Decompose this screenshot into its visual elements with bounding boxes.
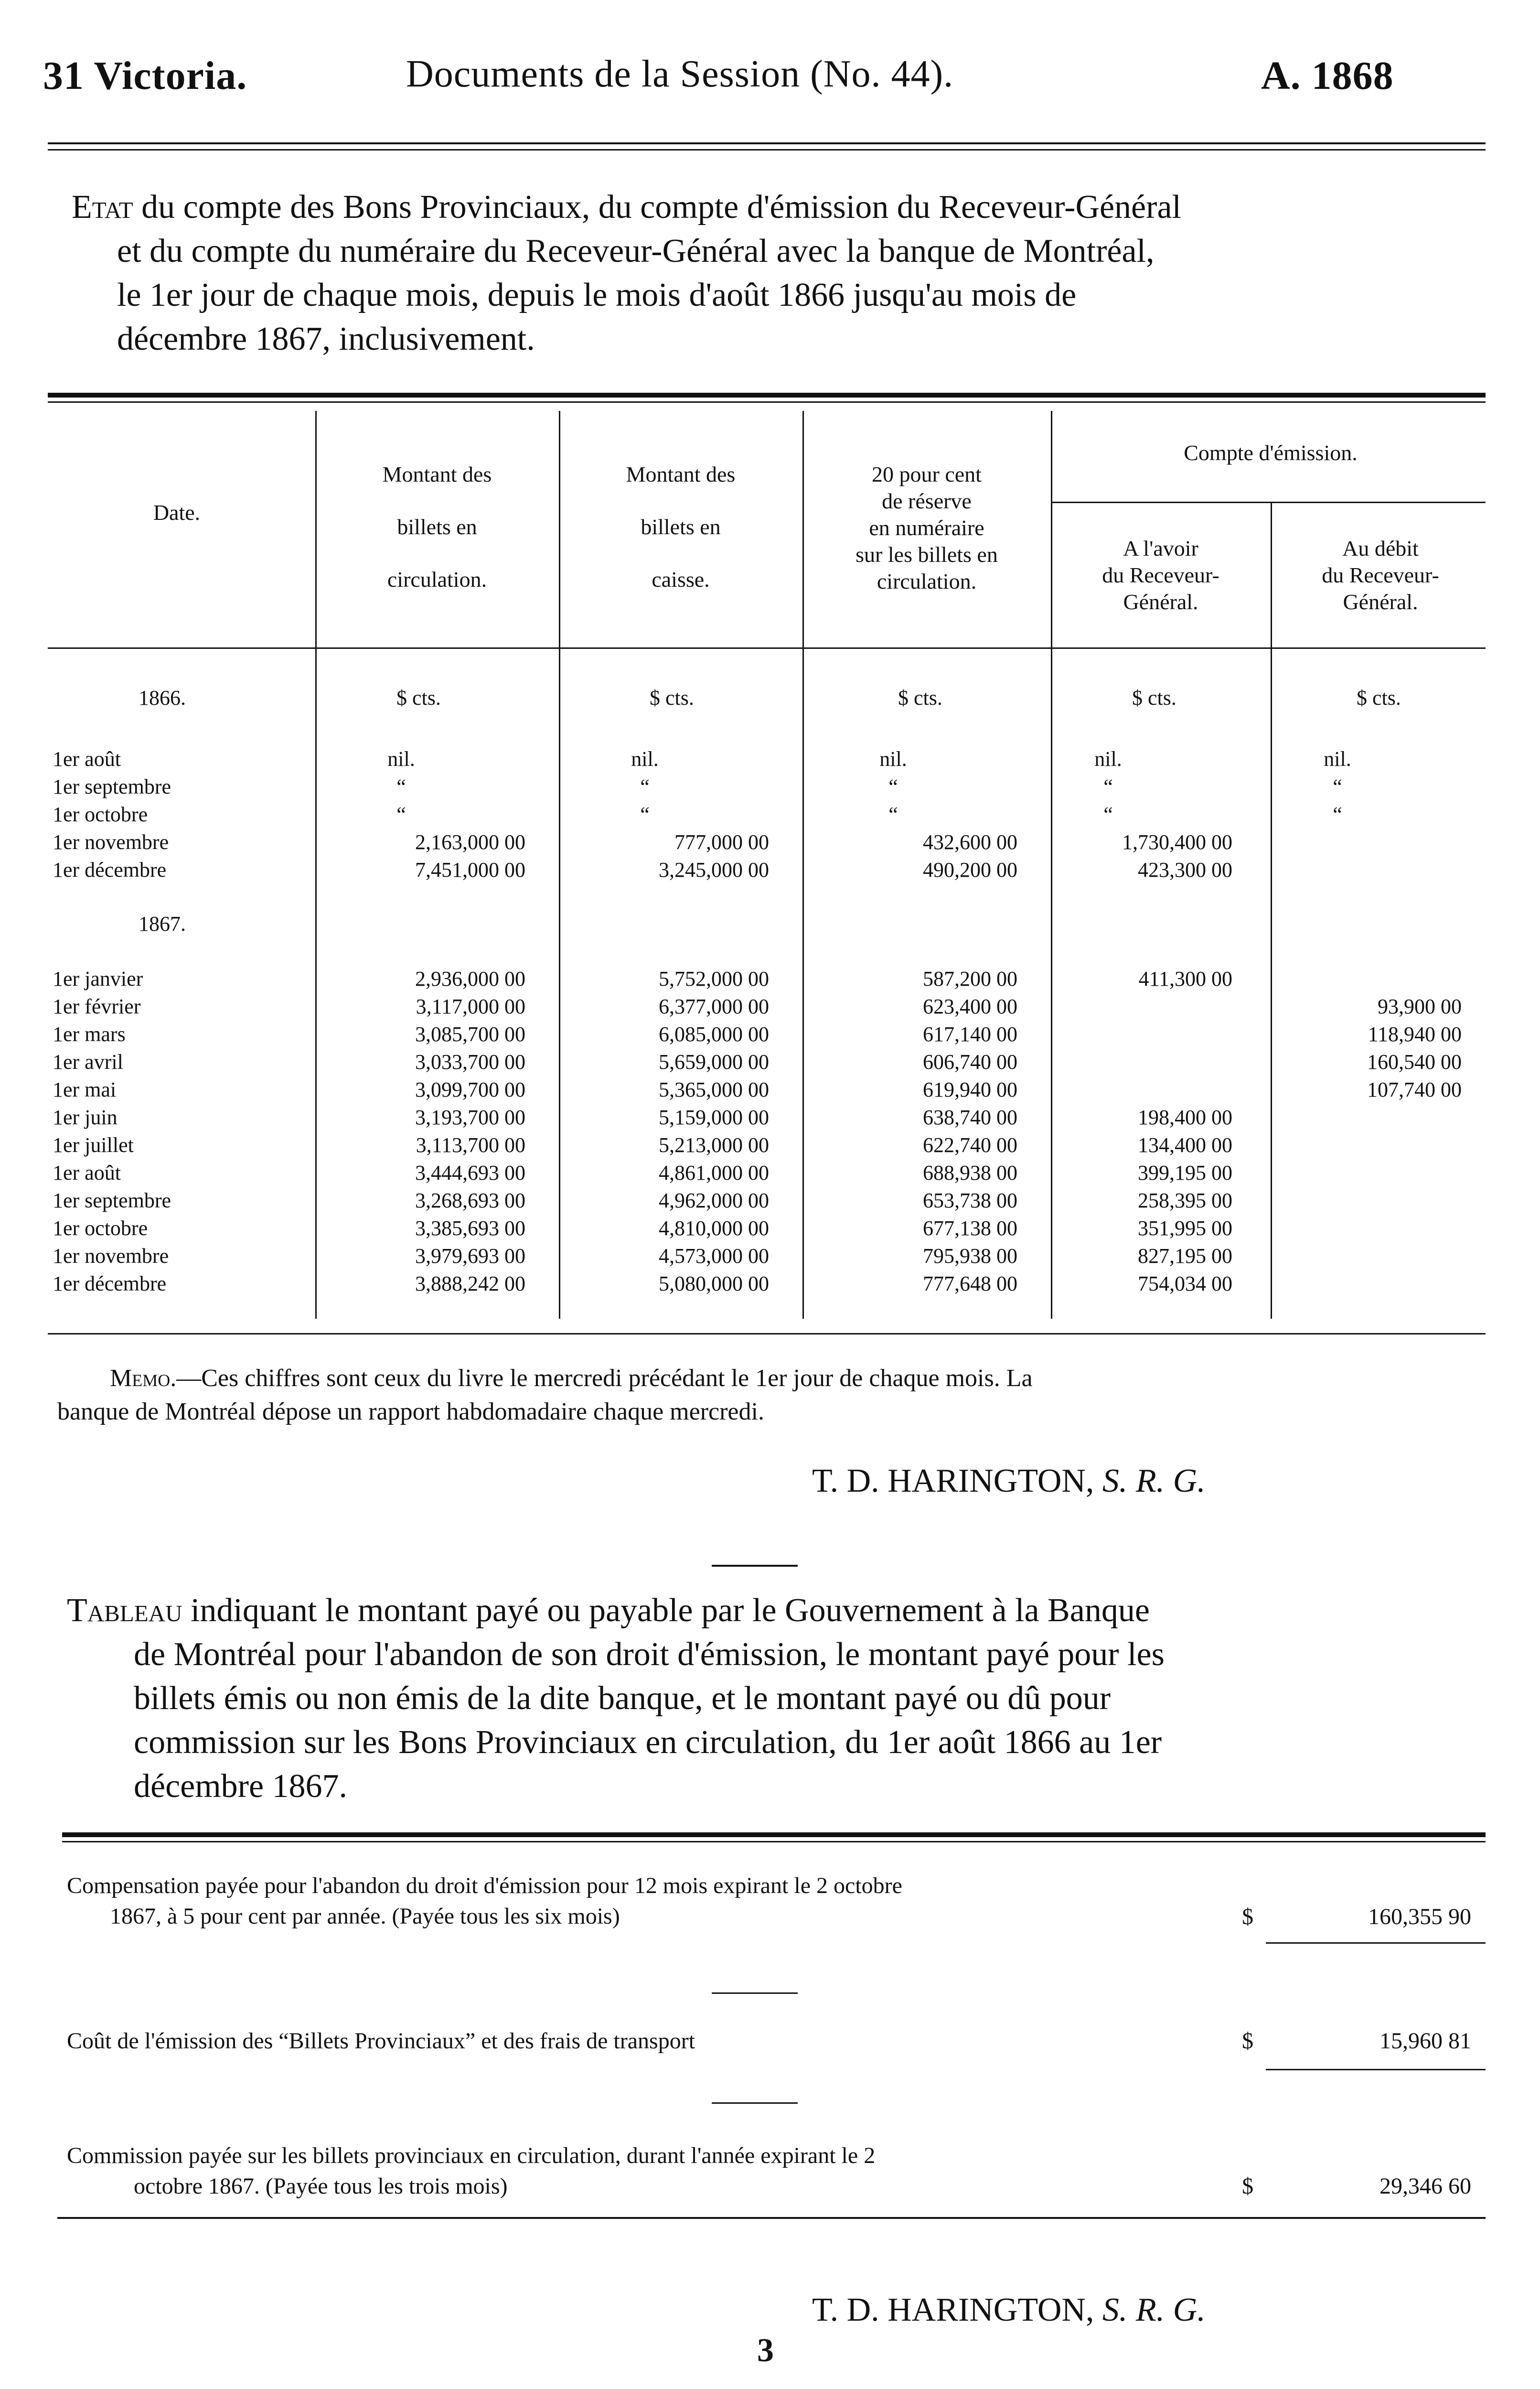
col-divider-2 [559,411,560,1319]
row-cell-c2: 777,000 00 [674,830,769,854]
memo-lead: Memo. [110,1365,177,1392]
table-bottom-rule [48,1333,1486,1334]
row-cell-c2: 4,573,000 00 [659,1244,769,1268]
section2-line-5: décembre 1867. [134,1768,348,1805]
row-date: 1er novembre [53,830,169,854]
signature-2-title: S. R. G. [1102,2292,1206,2328]
row-cell-c3: 606,740 00 [923,1050,1017,1074]
row-cell-c5: “ [1333,803,1342,826]
row-cell-c4: 1,730,400 00 [1122,830,1232,854]
row-cell-c2: 3,245,000 00 [659,858,769,882]
row-date: 1er janvier [53,967,143,990]
unit-col4: $ cts. [1132,686,1176,710]
section2-line-4: commission sur les Bons Provinciaux en circulation, du 1er août 1866 au 1er [134,1724,1162,1761]
unit-col1: $ cts. [396,686,441,710]
row-cell-c3: 777,648 00 [923,1272,1017,1295]
row-cell-c1: 3,033,700 00 [415,1050,525,1074]
memo-line-1: Memo.—Ces chiffres sont ceux du livre le mercredi précédant le 1er jour de chaque mois. La [110,1365,1033,1392]
row-cell-c1: 3,888,242 00 [415,1272,525,1295]
row-cell-c4: “ [1103,803,1113,826]
year-1867: 1867. [139,912,186,936]
row-cell-c1: 3,085,700 00 [415,1022,525,1046]
row-date: 1er août [53,747,121,771]
row-cell-c3: nil. [879,747,907,771]
row-cell-c2: 4,810,000 00 [659,1216,769,1240]
col-divider-1 [315,411,317,1319]
row-date: 1er mars [53,1022,126,1046]
header-center: Documents de la Session (No. 44). [406,53,954,95]
row-cell-c2: nil. [631,747,659,771]
row-date: 1er décembre [53,858,167,882]
row-cell-c5: 118,940 00 [1368,1022,1462,1046]
table-top-rule-2 [48,401,1486,403]
table-header-rule [48,647,1486,649]
row-date: 1er février [53,995,141,1018]
separator-short [712,1565,798,1567]
row-cell-c1: 3,979,693 00 [415,1244,525,1268]
header-rule-2 [48,149,1486,151]
row-cell-c1: 3,099,700 00 [415,1078,525,1101]
row-cell-c3: 653,738 00 [923,1189,1017,1212]
row-cell-c2: 6,377,000 00 [659,995,769,1018]
row-date: 1er décembre [53,1272,167,1295]
row-date: 1er juin [53,1106,118,1129]
row-cell-c4: 351,995 00 [1138,1216,1232,1240]
row-date: 1er octobre [53,803,148,826]
signature-2-name: T. D. HARINGTON, [812,2292,1094,2328]
signature-1-name: T. D. HARINGTON, [812,1463,1094,1499]
section2-line-2: de Montréal pour l'abandon de son droit d'émission, le montant payé pour les [134,1636,1165,1673]
row-date: 1er octobre [53,1216,148,1240]
bottom-rule [57,2217,1486,2219]
row-cell-c5: 107,740 00 [1367,1078,1462,1101]
row-date: 1er mai [53,1078,117,1101]
item-compensation-amount: 160,355 90 [1368,1904,1471,1929]
row-cell-c2: 5,080,000 00 [659,1272,769,1295]
row-cell-c2: 5,213,000 00 [659,1133,769,1157]
memo-line-2: banque de Montréal dépose un rapport habdomadaire chaque mercredi. [57,1398,764,1425]
section1-line-3: le 1er jour de chaque mois, depuis le mois d'août 1866 jusqu'au mois de [117,277,1077,313]
header-group: Compte d'émission. [1184,441,1358,465]
page-number: 3 [757,2332,774,2369]
row-cell-c2: 5,659,000 00 [659,1050,769,1074]
row-cell-c3: 622,740 00 [923,1133,1017,1157]
row-cell-c1: 3,385,693 00 [415,1216,525,1240]
memo [57,1362,1486,1429]
unit-col2: $ cts. [650,686,694,710]
row-cell-c1: 3,193,700 00 [415,1106,525,1129]
section1-paragraph [72,185,1486,361]
row-cell-c3: 432,600 00 [923,830,1017,854]
row-cell-c1: “ [396,803,406,826]
item-cost-currency: $ [1242,2028,1253,2054]
row-cell-c4: 423,300 00 [1138,858,1232,882]
row-cell-c4: 754,034 00 [1138,1272,1232,1295]
section1-line-4: décembre 1867, inclusivement. [117,321,535,357]
row-cell-c3: 638,740 00 [923,1106,1017,1129]
header-left: 31 Victoria. [43,54,247,98]
row-cell-c1: 2,936,000 00 [415,967,525,990]
row-cell-c4: 827,195 00 [1138,1244,1232,1268]
col-divider-5 [1271,502,1272,1319]
item-commission-amount: 29,346 60 [1380,2174,1471,2199]
item-commission: Commission payée sur les billets provinciaux en circulation, durant l'année expirant le 2 octobre 1867. (Payée tous les trois mois) [67,2143,876,2199]
row-cell-c3: 688,938 00 [923,1161,1017,1184]
row-cell-c3: 623,400 00 [923,995,1017,1018]
section1-line-2: et du compte du numéraire du Receveur-Général avec la banque de Montréal, [117,233,1155,269]
row-cell-c3: 587,200 00 [923,967,1017,990]
row-cell-c3: “ [888,803,898,826]
row-cell-c3: 490,200 00 [923,858,1017,882]
row-cell-c2: “ [640,803,650,826]
section1-lead: Etat [72,189,133,226]
section2-line-3: billets émis ou non émis de la dite banque, et le montant payé ou dû pour [134,1680,1111,1717]
item-compensation: Compensation payée pour l'abandon du droit d'émission pour 12 mois expirant le 2 octobre 1867, à 5 pour cent par année. (Payée tous les six mois) [67,1873,902,1929]
row-cell-c2: 4,962,000 00 [659,1189,769,1212]
item-rule-1 [1266,1942,1486,1944]
row-cell-c5: “ [1333,775,1342,798]
row-cell-c1: 3,117,000 00 [416,995,525,1018]
row-cell-c4: 134,400 00 [1138,1133,1232,1157]
row-date: 1er septembre [53,775,171,798]
col-divider-3 [802,411,804,1319]
row-date: 1er août [53,1161,121,1184]
item-cost-amount: 15,960 81 [1380,2028,1471,2054]
row-date: 1er avril [53,1050,123,1074]
row-cell-c4: nil. [1094,747,1122,771]
item-cost: Coût de l'émission des “Billets Provinciaux” et des frais de transport [67,2028,695,2054]
header-col5: Au débit du Receveur- Général. [1322,536,1439,614]
signature-1 [812,1462,1206,1500]
row-cell-c5: 93,900 00 [1378,995,1462,1018]
header-col1: Montant des billets en circulation. [382,462,492,592]
header-col4: A l'avoir du Receveur- Général. [1102,536,1219,614]
section2-rule-2 [62,1841,1486,1842]
row-date: 1er novembre [53,1244,169,1268]
unit-col5: $ cts. [1357,686,1401,710]
row-cell-c2: 5,365,000 00 [659,1078,769,1101]
signature-1-title: S. R. G. [1102,1463,1206,1499]
section2-line-1: Tableau indiquant le montant payé ou payable par le Gouvernement à la Banque [67,1592,1150,1629]
row-cell-c1: 3,113,700 00 [416,1133,525,1157]
row-cell-c5: 160,540 00 [1367,1050,1462,1074]
row-cell-c4: 258,395 00 [1138,1189,1232,1212]
row-date: 1er juillet [53,1133,134,1157]
item-separator-1 [712,1992,798,1994]
row-cell-c2: 5,752,000 00 [659,967,769,990]
row-cell-c5: nil. [1324,747,1351,771]
item-separator-2 [712,2102,798,2104]
row-cell-c1: 3,444,693 00 [415,1161,525,1184]
item-rule-2 [1266,2069,1486,2070]
row-cell-c1: 2,163,000 00 [415,830,525,854]
header-col3: 20 pour cent de réserve en numéraire sur les billets en circulation. [856,462,998,593]
row-date: 1er septembre [53,1189,171,1212]
row-cell-c3: 617,140 00 [923,1022,1017,1046]
row-cell-c3: 677,138 00 [923,1216,1017,1240]
row-cell-c2: “ [640,775,650,798]
row-cell-c4: 399,195 00 [1138,1161,1232,1184]
row-cell-c2: 4,861,000 00 [659,1161,769,1184]
header-right: A. 1868 [1261,54,1394,98]
header-col2: Montant des billets en caisse. [626,462,736,592]
unit-col3: $ cts. [898,686,942,710]
row-cell-c1: “ [396,775,406,798]
row-cell-c2: 5,159,000 00 [659,1106,769,1129]
section2-lead: Tableau [67,1592,182,1629]
row-cell-c1: 3,268,693 00 [415,1189,525,1212]
table-top-rule [48,393,1486,398]
section2-rule [62,1832,1486,1837]
item-commission-currency: $ [1242,2174,1253,2199]
row-cell-c1: nil. [387,747,415,771]
year-1866: 1866. [139,686,186,710]
section1-line-1: Etat du compte des Bons Provinciaux, du compte d'émission du Receveur-Général [72,189,1181,226]
row-cell-c3: 795,938 00 [923,1244,1017,1268]
item-compensation-currency: $ [1242,1904,1253,1929]
row-cell-c3: “ [888,775,898,798]
header-rule [48,142,1486,144]
row-cell-c2: 6,085,000 00 [659,1022,769,1046]
row-cell-c3: 619,940 00 [923,1078,1017,1101]
row-cell-c1: 7,451,000 00 [415,858,525,882]
row-cell-c4: 411,300 00 [1138,967,1232,990]
header-date: Date. [153,500,201,525]
row-cell-c4: “ [1103,775,1113,798]
signature-2 [812,2291,1206,2329]
group-header-rule [1051,502,1486,503]
row-cell-c4: 198,400 00 [1138,1106,1232,1129]
section2-paragraph [67,1589,1486,1808]
